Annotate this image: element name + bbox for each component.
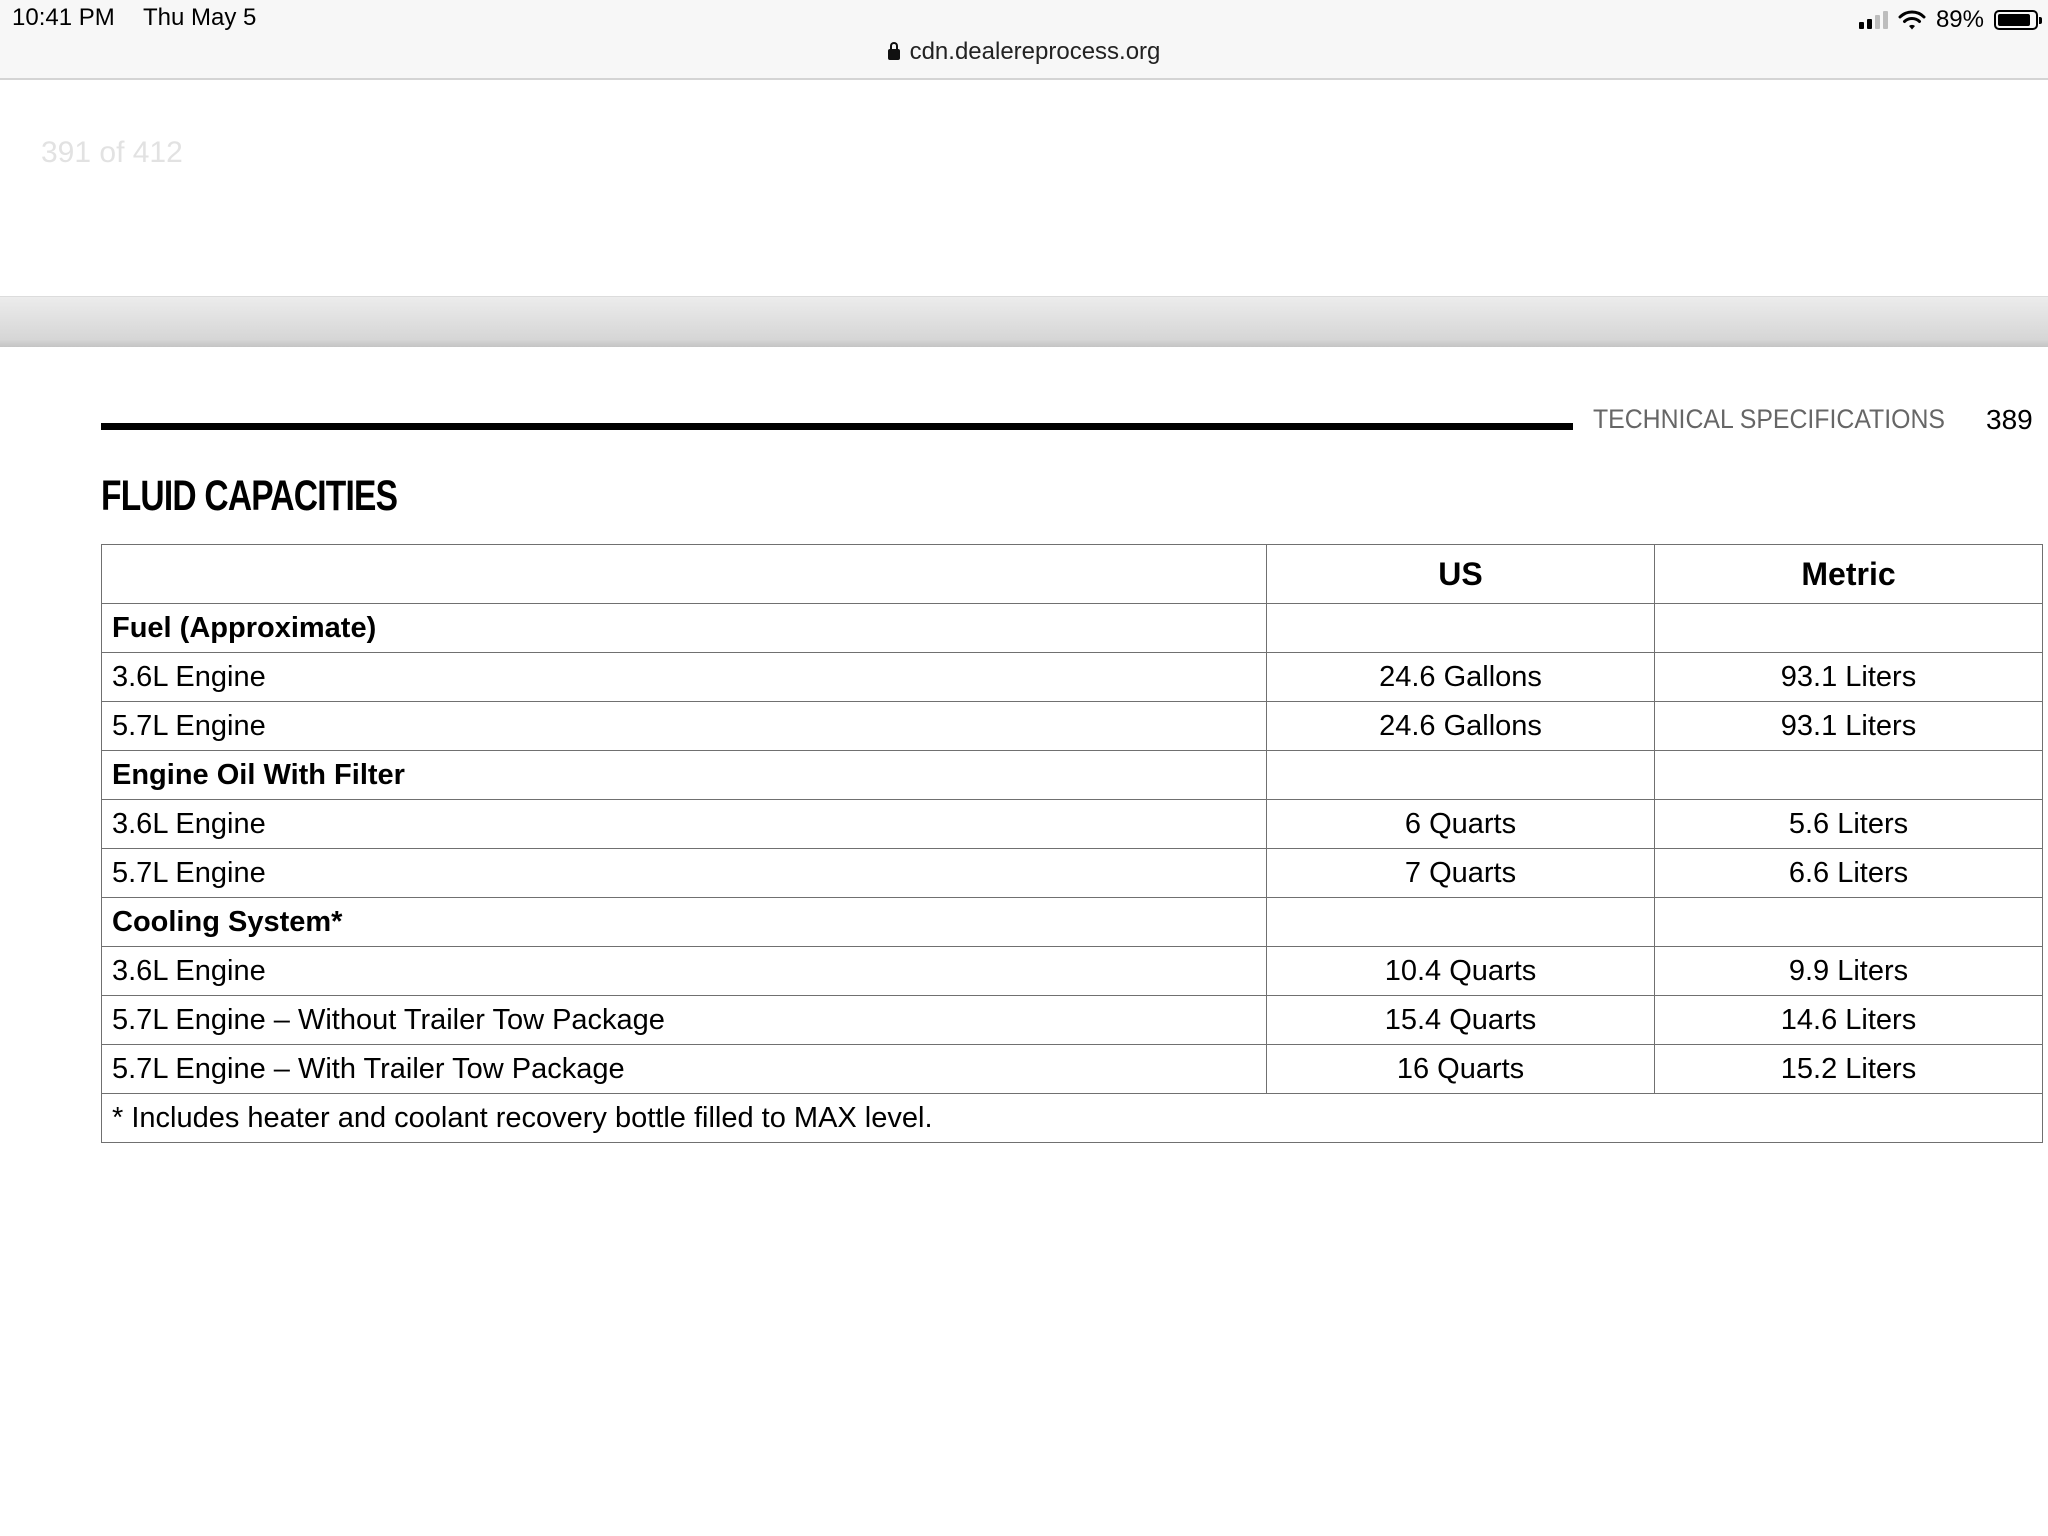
row-us-value: 6 Quarts xyxy=(1267,800,1655,849)
row-label: 3.6L Engine xyxy=(102,800,1267,849)
row-label: Fuel (Approximate) xyxy=(102,604,1267,653)
battery-percent: 89% xyxy=(1935,6,1984,33)
row-metric-value xyxy=(1655,604,2043,653)
row-us-value: 7 Quarts xyxy=(1267,849,1655,898)
battery-level-fill xyxy=(1998,14,2030,26)
row-metric-value: 93.1 Liters xyxy=(1655,702,2043,751)
battery-icon xyxy=(1994,10,2038,30)
column-header-item xyxy=(102,545,1267,604)
row-metric-value: 93.1 Liters xyxy=(1655,653,2043,702)
table-header-row xyxy=(102,545,2043,604)
row-label: 5.7L Engine – With Trailer Tow Package xyxy=(102,1045,1267,1094)
section-title: TECHNICAL SPECIFICATIONS xyxy=(1593,404,1945,434)
row-us-value xyxy=(1267,898,1655,947)
browser-top-bar xyxy=(0,0,2048,80)
row-metric-value xyxy=(1655,898,2043,947)
lock-icon xyxy=(888,49,900,60)
row-label: 5.7L Engine xyxy=(102,702,1267,751)
table-footnote: * Includes heater and coolant recovery bottle filled to MAX level. xyxy=(102,1094,2043,1143)
page-counter: 391 of 412 xyxy=(41,136,183,169)
wifi-icon xyxy=(1898,9,1926,31)
table-row xyxy=(102,849,2043,898)
row-metric-value: 6.6 Liters xyxy=(1655,849,2043,898)
row-metric-value xyxy=(1655,751,2043,800)
row-us-value: 16 Quarts xyxy=(1267,1045,1655,1094)
table-row-group xyxy=(102,898,2043,947)
row-metric-value: 9.9 Liters xyxy=(1655,947,2043,996)
table-row-group xyxy=(102,604,2043,653)
table-row xyxy=(102,800,2043,849)
table-row xyxy=(102,1045,2043,1094)
url-text: cdn.dealereprocess.org xyxy=(909,38,1161,65)
status-time: 10:41 PM xyxy=(12,4,115,31)
status-indicators xyxy=(1859,4,2038,36)
cellular-signal-icon xyxy=(1859,11,1888,29)
table-row-group xyxy=(102,751,2043,800)
row-us-value: 24.6 Gallons xyxy=(1267,653,1655,702)
row-metric-value: 5.6 Liters xyxy=(1655,800,2043,849)
row-metric-value: 15.2 Liters xyxy=(1655,1045,2043,1094)
page-separator xyxy=(0,296,2048,347)
row-label: Cooling System* xyxy=(102,898,1267,947)
row-label: Engine Oil With Filter xyxy=(102,751,1267,800)
row-label: 3.6L Engine xyxy=(102,947,1267,996)
table-row xyxy=(102,947,2043,996)
row-us-value: 24.6 Gallons xyxy=(1267,702,1655,751)
status-clock xyxy=(12,4,278,32)
address-bar[interactable] xyxy=(0,38,2048,66)
table-footnote-row xyxy=(102,1094,2043,1143)
table-row xyxy=(102,702,2043,751)
column-header-metric: Metric xyxy=(1655,545,2043,604)
row-us-value: 15.4 Quarts xyxy=(1267,996,1655,1045)
fluid-capacities-table xyxy=(101,544,2043,1143)
page-title: FLUID CAPACITIES xyxy=(101,472,398,520)
row-us-value: 10.4 Quarts xyxy=(1267,947,1655,996)
header-rule xyxy=(101,423,1573,430)
table-row xyxy=(102,996,2043,1045)
column-header-us: US xyxy=(1267,545,1655,604)
row-metric-value: 14.6 Liters xyxy=(1655,996,2043,1045)
row-us-value xyxy=(1267,751,1655,800)
table-row xyxy=(102,653,2043,702)
page-number: 389 xyxy=(1986,404,2033,435)
row-label: 5.7L Engine – Without Trailer Tow Package xyxy=(102,996,1267,1045)
status-date: Thu May 5 xyxy=(142,4,257,31)
row-label: 5.7L Engine xyxy=(102,849,1267,898)
row-label: 3.6L Engine xyxy=(102,653,1267,702)
row-us-value xyxy=(1267,604,1655,653)
